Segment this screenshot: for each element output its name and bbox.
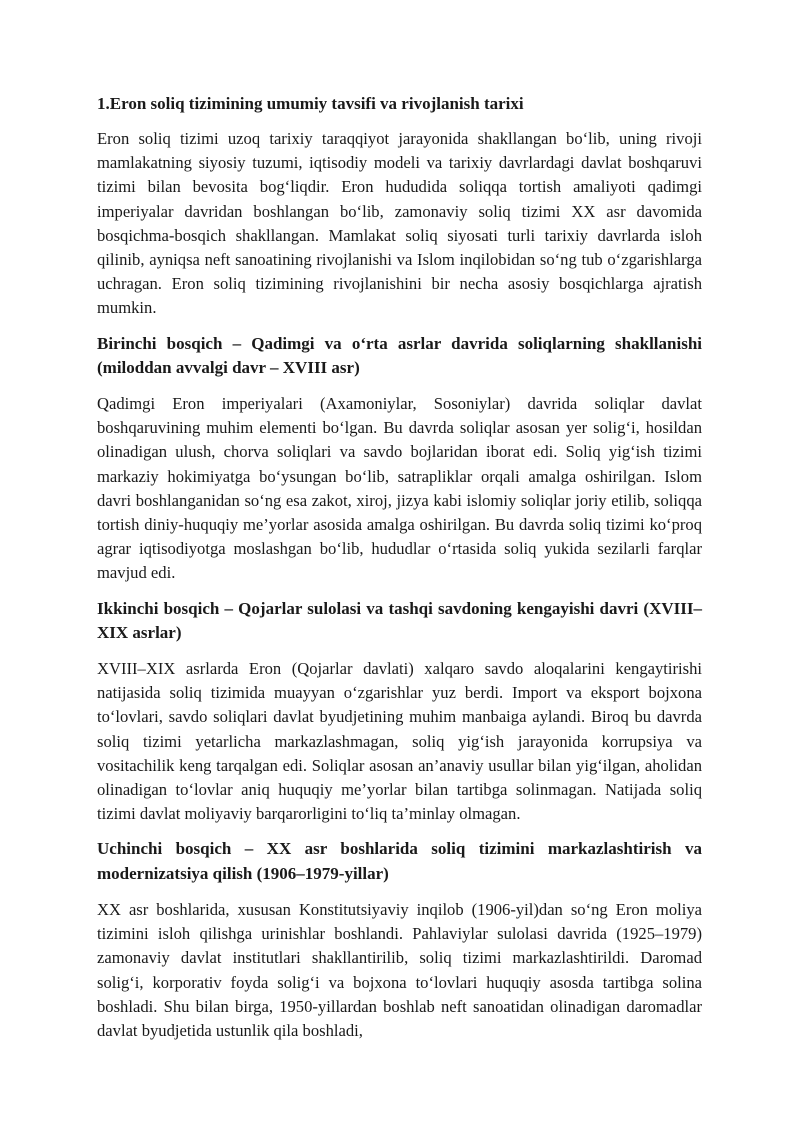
section-heading-1: Birinchi bosqich – Qadimgi va o‘rta asrlar davrida soliqlarning shakllanishi (miloddan avvalgi davr – XVIII asr) [97, 333, 702, 377]
section-body-3: XX asr boshlarida, xususan Konstitutsiyaviy inqilob (1906-yil)dan so‘ng Eron moliya tizimini isloh qilishga urinishlar boshlandi. Pahlaviylar sulolasi davrida (1925–1979) zamonaviy davlat institutlari shakllantirilib, soliq tizimi markazlashtirildi. Daromad solig‘i, korporativ foyda solig‘i va bojxona to‘lovlari huquqiy asosda tartibga solina boshladi. Shu bilan birga, 1950-yillardan boshlab neft sanoatidan olinadigan daromadlar davlat byudjetida ustunlik qila boshladi, [97, 899, 702, 1040]
section-heading-2: Ikkinchi bosqich – Qojarlar sulolasi va tashqi savdoning kengayishi davri (XVIII–XIX asrlar) [97, 598, 702, 642]
section-heading-3: Uchinchi bosqich – XX asr boshlarida soliq tizimini markazlashtirish va modernizatsiya qilish (1906–1979-yillar) [97, 839, 702, 883]
document-page [97, 92, 702, 1054]
section-body-2: XVIII–XIX asrlarda Eron (Qojarlar davlati) xalqaro savdo aloqalarini kengaytirishi natijasida soliq tizimida muayyan o‘zgarishlar yuz berdi. Import va eksport bojxona to‘lovlari, savdo soliqlari davlat byudjetining muhim manbaiga aylandi. Biroq bu davrda soliq tizimi yetarlicha markazlashmagan, soliq yig‘ish jarayonida korrupsiya va vositachilik keng tarqalgan edi. Soliqlar asosan an’anaviy usullar bilan yig‘ilgan, aholidan olinadigan to‘lovlar aniq huquqiy me’yorlar bilan tartibga solinmagan. Natijada soliq tizimi davlat moliyaviy barqarorligini to‘liq ta’minlay olmagan. [97, 659, 702, 824]
section-body-1: Qadimgi Eron imperiyalari (Axamoniylar, Sosoniylar) davrida soliqlar davlat boshqaruvining muhim elementi bo‘lgan. Bu davrda soliqlar asosan yer solig‘i, hosildan olinadigan ulush, chorva soliqlari va savdo bojlaridan iborat edi. Soliq yig‘ish tizimi markaziy hokimiyatga bo‘ysungan bo‘lib, satrapliklar orqali amalga oshirilgan. Islom davri boshlanganidan so‘ng esa zakot, xiroj, jizya kabi islomiy soliqlar joriy etilib, soliqqa tortish diniy-huquqiy me’yorlar asosida amalga oshirilgan. Bu davrda soliq tizimi ko‘proq agrar iqtisodiyotga moslashgan bo‘lib, hududlar o‘rtasida soliq yukida sezilarli farqlar mavjud edi. [97, 394, 702, 583]
intro-paragraph: Eron soliq tizimi uzoq tarixiy taraqqiyot jarayonida shakllangan bo‘lib, uning rivoji mamlakatning siyosiy tuzumi, iqtisodiy modeli va tarixiy davrlardagi davlat boshqaruvi tizimi bilan bevosita bog‘liqdir. Eron hududida soliqqa tortish amaliyoti qadimgi imperiyalar davridan boshlangan bo‘lib, zamonaviy soliq tizimi XX asr davomida bosqichma-bosqich shakllangan. Mamlakat soliq siyosati turli tarixiy davrlarda isloh qilinib, ayniqsa neft sanoatining rivojlanishi va Islom inqilobidan so‘ng tub o‘zgarishlarga uchragan. Eron soliq tizimining rivojlanishini bir necha asosiy bosqichlarga ajratish mumkin. [97, 129, 702, 318]
document-title: 1.Eron soliq tizimining umumiy tavsifi va rivojlanish tarixi [97, 94, 524, 113]
